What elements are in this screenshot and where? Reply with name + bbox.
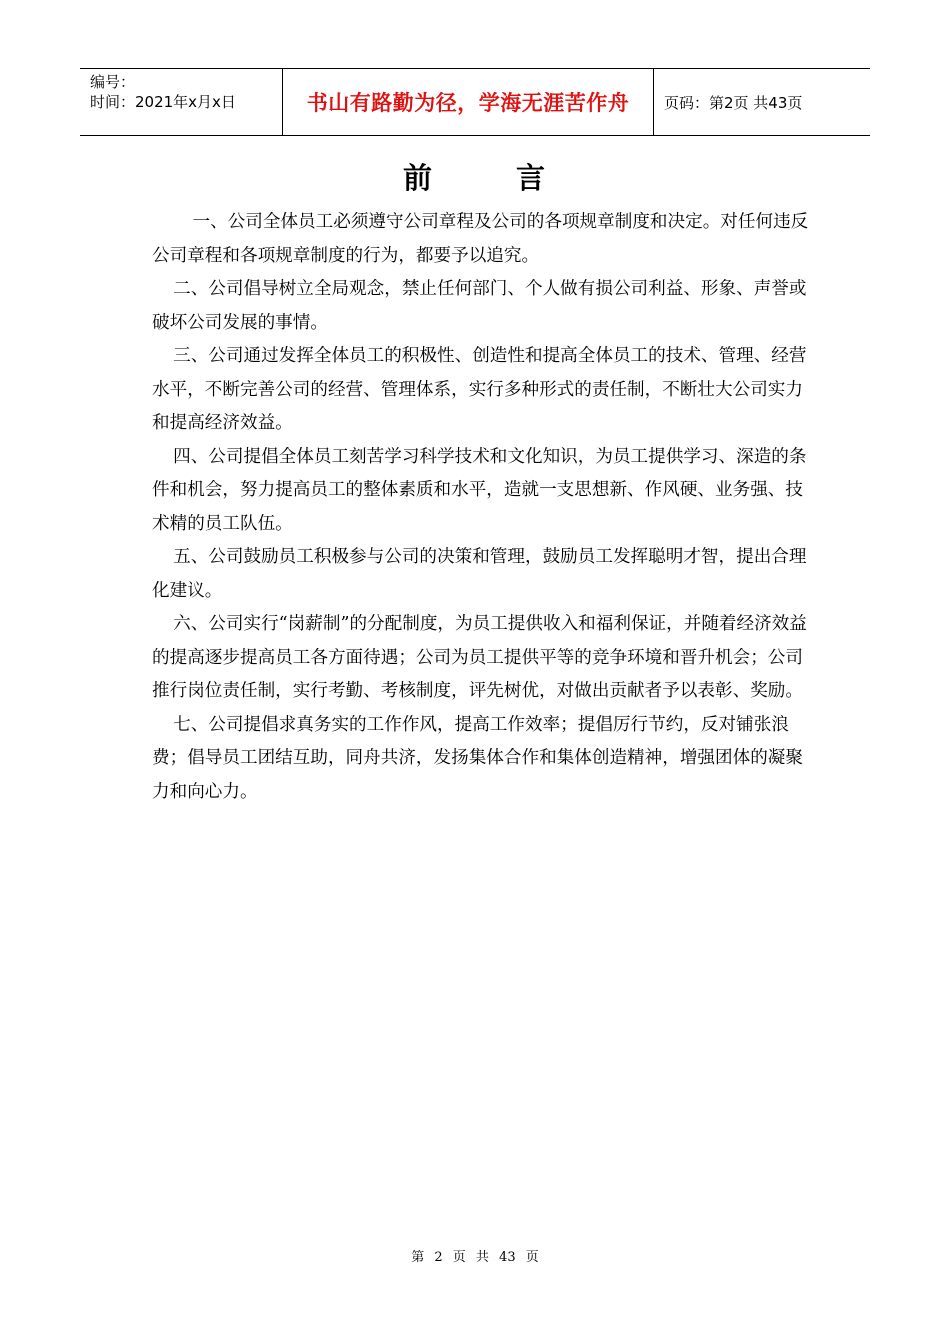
header-page-number: 页码：第2页 共43页 <box>664 93 803 112</box>
header-meta <box>80 69 282 135</box>
paragraph-5: 五、公司鼓励员工积极参与公司的决策和管理，鼓励员工发挥聪明才智，提出合理化建议。 <box>152 547 807 601</box>
paragraph-4: 四、公司提倡全体员工刻苦学习科学技术和文化知识，为员工提供学习、深造的条件和机会，努力提高员工的整体素质和水平，造就一支思想新、作风硬、业务强、技术精的员工队伍。 <box>152 446 807 534</box>
header-motto-cell <box>282 69 654 135</box>
header-motto: 书山有路勤为径，学海无涯苦作舟 <box>306 91 630 115</box>
document-body <box>152 206 812 809</box>
document-date: 时间：2021年x月x日 <box>90 93 236 111</box>
paragraph-1: 一、公司全体员工必须遵守公司章程及公司的各项规章制度和决定。对任何违反公司章程和各项规章制度的行为，都要予以追究。 <box>152 212 809 266</box>
paragraph-7: 七、公司提倡求真务实的工作作风，提高工作效率；提倡厉行节约，反对铺张浪费；倡导员工团结互助，同舟共济，发扬集体合作和集体创造精神，增强团体的凝聚力和向心力。 <box>152 714 803 802</box>
document-number-label: 编号： <box>90 73 136 91</box>
paragraph-2: 二、公司倡导树立全局观念，禁止任何部门、个人做有损公司利益、形象、声誉或破坏公司发展的事情。 <box>152 279 807 333</box>
title-char-2: 言 <box>516 161 548 195</box>
paragraph-3: 三、公司通过发挥全体员工的积极性、创造性和提高全体员工的技术、管理、经营水平，不断完善公司的经营、管理体系，实行多种形式的责任制，不断壮大公司实力和提高经济效益。 <box>152 346 807 433</box>
footer-page-number: 第 2 页 共 43 页 <box>411 1250 539 1265</box>
title-char-1: 前 <box>402 161 434 195</box>
paragraph-6: 六、公司实行“岗薪制”的分配制度，为员工提供收入和福利保证，并随着经济效益的提高逐步提高员工各方面待遇；公司为员工提供平等的竞争环境和晋升机会；公司推行岗位责任制，实行考勤、考核制度，评先树优，对做出贡献者予以表彰、奖励。 <box>152 614 807 701</box>
document-title <box>0 156 950 197</box>
header-page-info <box>654 69 870 135</box>
page-header <box>80 68 870 136</box>
page-footer <box>0 1246 950 1265</box>
